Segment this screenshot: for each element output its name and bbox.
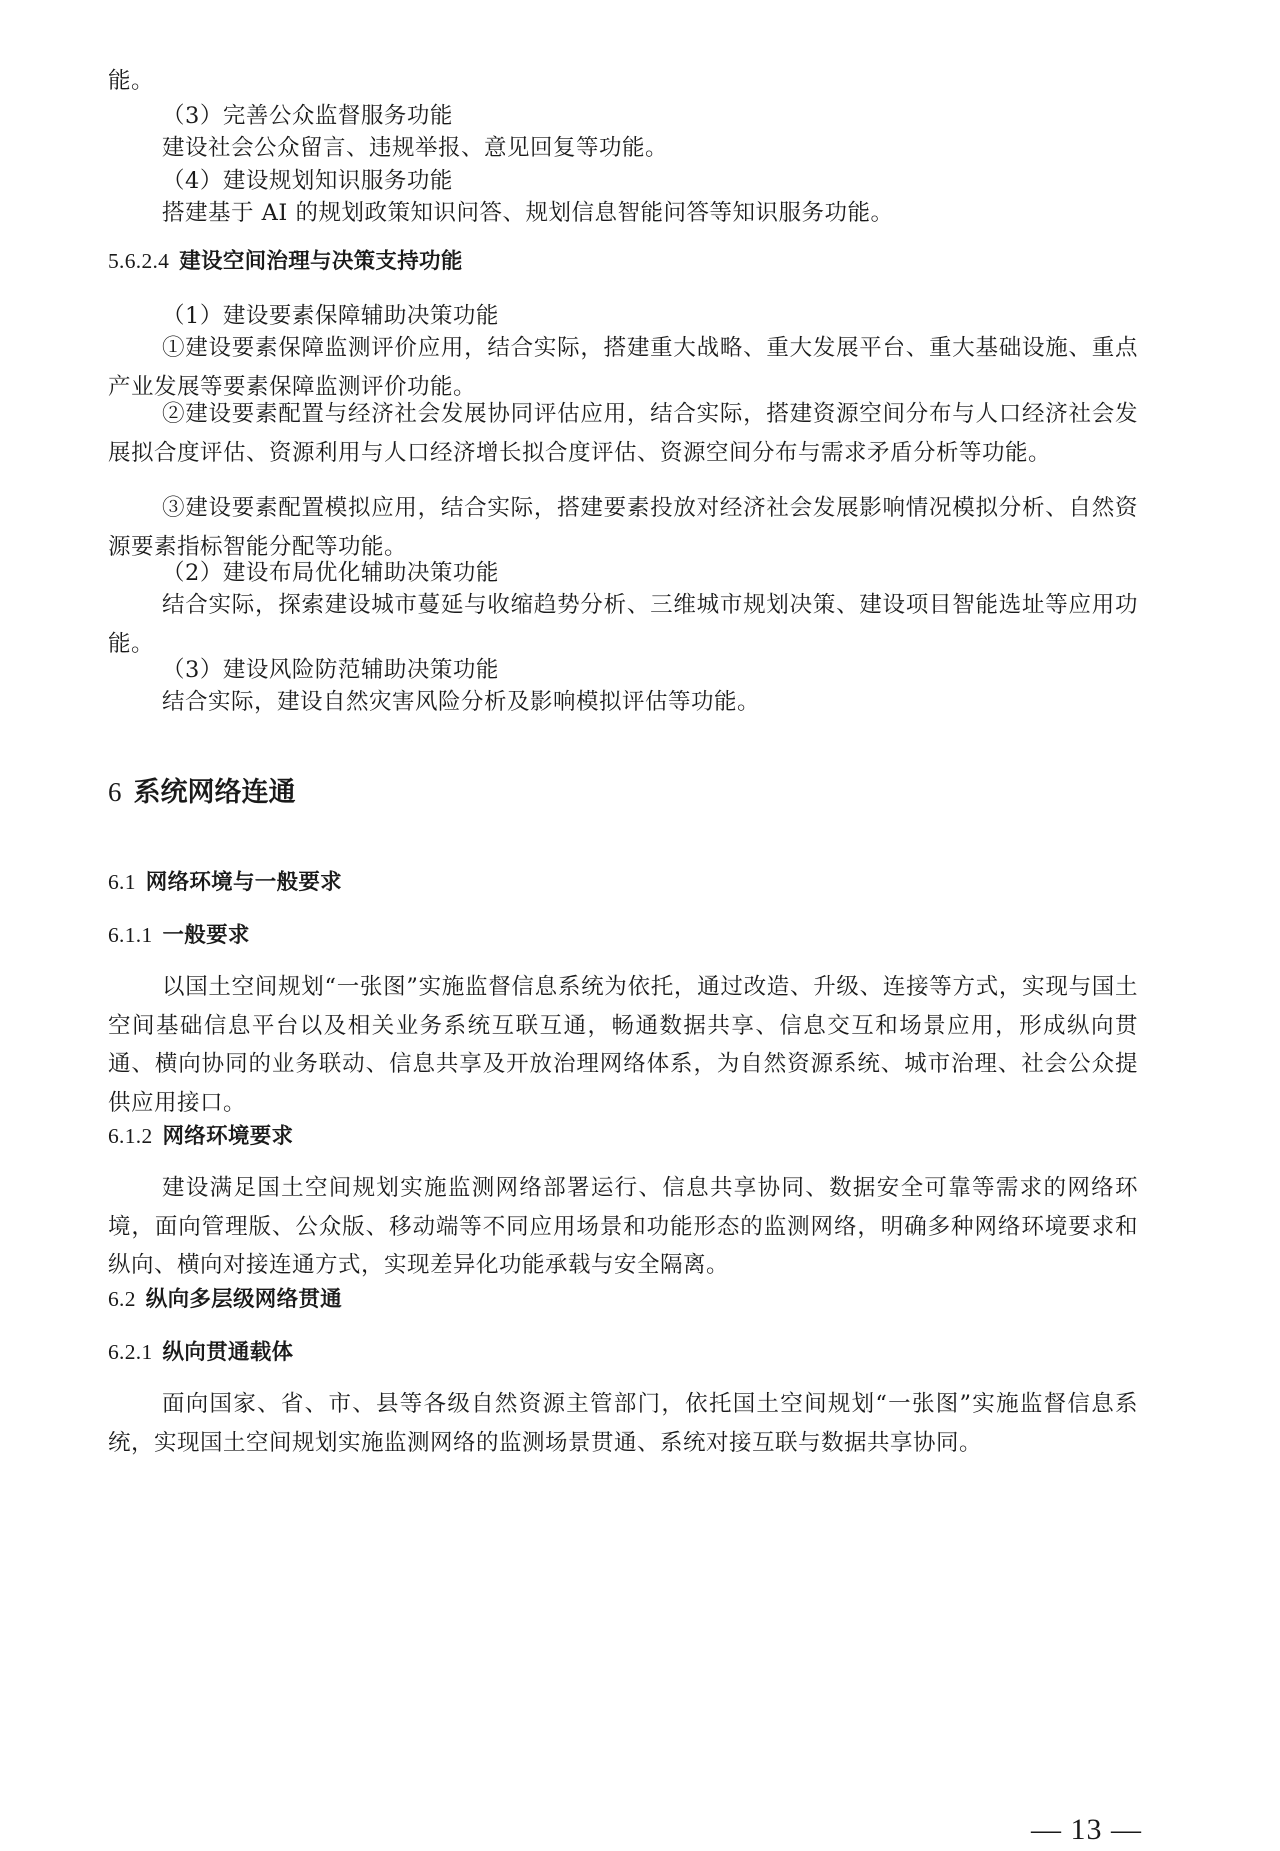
section-title: 网络环境与一般要求 bbox=[145, 870, 342, 895]
section-number: 6.1.1 bbox=[108, 923, 153, 947]
section-number: 6.1 bbox=[108, 870, 136, 894]
section-heading-6-1-2 bbox=[108, 1120, 1138, 1153]
subheading-public-supervision: （3）完善公众监督服务功能 bbox=[162, 103, 453, 129]
section-heading-6-2-1 bbox=[108, 1336, 1138, 1369]
section-number: 6.2.1 bbox=[108, 1340, 153, 1364]
chapter-title: 系统网络连通 bbox=[133, 777, 296, 808]
section-heading-6-1-1 bbox=[108, 919, 1138, 952]
section-number: 5.6.2.4 bbox=[108, 249, 170, 273]
paragraph: 面向国家、省、市、县等各级自然资源主管部门，依托国土空间规划“一张图”实施监督信息系统，实现国土空间规划实施监测网络的监测场景贯通、系统对接互联与数据共享协同。 bbox=[108, 1391, 1138, 1456]
section-heading-5-6-2-4 bbox=[108, 245, 1138, 278]
section-number: 6.1.2 bbox=[108, 1124, 153, 1148]
section-heading-6-1 bbox=[108, 866, 1138, 899]
section-title: 网络环境要求 bbox=[162, 1124, 294, 1149]
page-number: — 13 — bbox=[1031, 1813, 1142, 1846]
section-title: 一般要求 bbox=[162, 923, 250, 948]
section-title: 建设空间治理与决策支持功能 bbox=[179, 249, 463, 274]
paragraph: ③建设要素配置模拟应用，结合实际，搭建要素投放对经济社会发展影响情况模拟分析、自然资源要素指标智能分配等功能。 bbox=[108, 495, 1138, 560]
section-number: 6.2 bbox=[108, 1287, 136, 1311]
paragraph: ①建设要素保障监测评价应用，结合实际，搭建重大战略、重大发展平台、重大基础设施、重点产业发展等要素保障监测评价功能。 bbox=[108, 335, 1138, 400]
paragraph: ②建设要素配置与经济社会发展协同评估应用，结合实际，搭建资源空间分布与人口经济社会发展拟合度评估、资源利用与人口经济增长拟合度评估、资源空间分布与需求矛盾分析等功能。 bbox=[108, 401, 1138, 466]
paragraph: 结合实际，建设自然灾害风险分析及影响模拟评估等功能。 bbox=[162, 689, 761, 715]
section-heading-6-2 bbox=[108, 1283, 1138, 1316]
paragraph-continuation: 能。 bbox=[108, 68, 155, 94]
subheading-factor-support: （1）建设要素保障辅助决策功能 bbox=[162, 303, 499, 329]
paragraph: 建设社会公众留言、违规举报、意见回复等功能。 bbox=[162, 135, 669, 161]
chapter-number: 6 bbox=[108, 777, 122, 807]
chapter-heading-6 bbox=[108, 772, 1138, 813]
paragraph: 以国土空间规划“一张图”实施监督信息系统为依托，通过改造、升级、连接等方式，实现与国土空间基础信息平台以及相关业务系统互联互通，畅通数据共享、信息交互和场景应用，形成纵向贯通、横向协同的业务联动、信息共享及开放治理网络体系，为自然资源系统、城市治理、社会公众提供应用接口。 bbox=[108, 974, 1138, 1116]
paragraph: 建设满足国土空间规划实施监测网络部署运行、信息共享协同、数据安全可靠等需求的网络环境，面向管理版、公众版、移动端等不同应用场景和功能形态的监测网络，明确多种网络环境要求和纵向、横向对接连通方式，实现差异化功能承载与安全隔离。 bbox=[108, 1175, 1138, 1278]
subheading-risk-prevention: （3）建设风险防范辅助决策功能 bbox=[162, 657, 499, 683]
section-title: 纵向贯通载体 bbox=[162, 1340, 294, 1365]
paragraph: 搭建基于 AI 的规划政策知识问答、规划信息智能问答等知识服务功能。 bbox=[162, 200, 894, 226]
subheading-layout-optimization: （2）建设布局优化辅助决策功能 bbox=[162, 560, 499, 586]
paragraph: 结合实际，探索建设城市蔓延与收缩趋势分析、三维城市规划决策、建设项目智能选址等应用功能。 bbox=[108, 592, 1138, 657]
section-title: 纵向多层级网络贯通 bbox=[145, 1287, 342, 1312]
subheading-knowledge-service: （4）建设规划知识服务功能 bbox=[162, 168, 453, 194]
